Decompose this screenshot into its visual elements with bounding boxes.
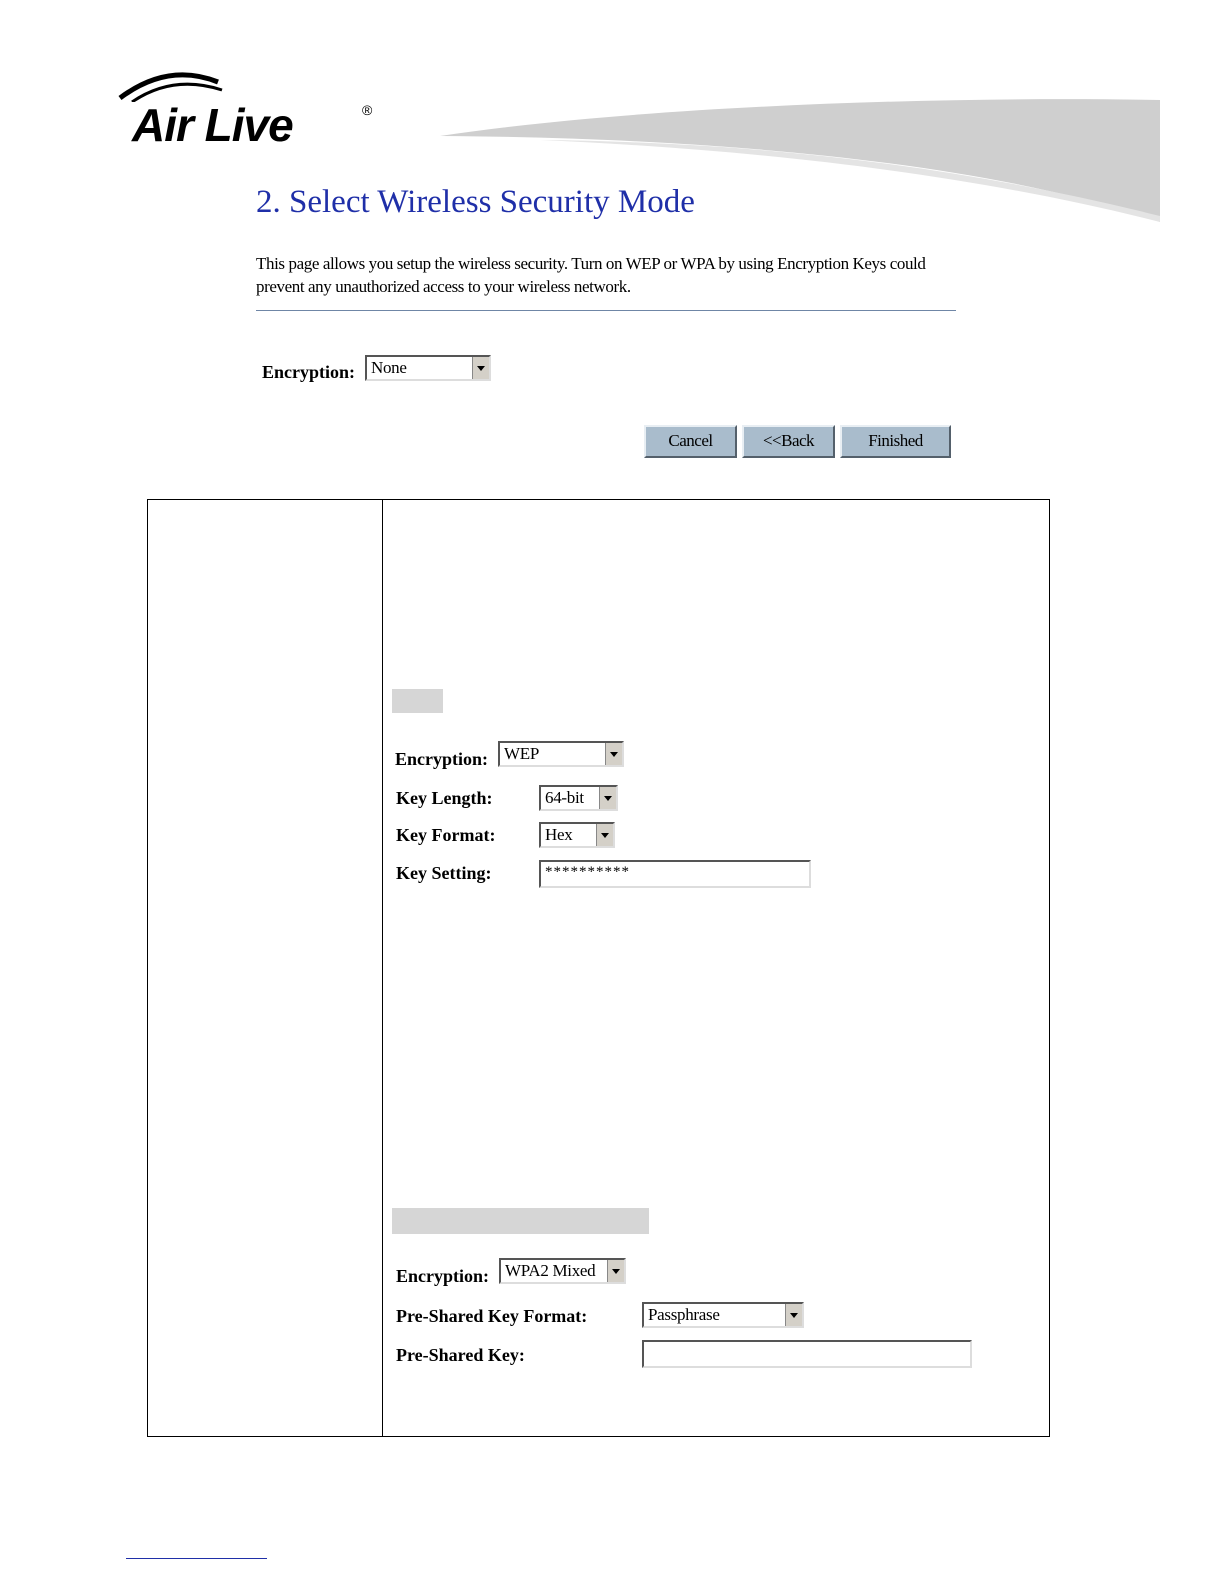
key-setting-input[interactable] — [539, 860, 811, 888]
logo-wordmark: Air Live — [132, 99, 293, 151]
cancel-button[interactable]: Cancel — [644, 425, 737, 458]
wpa-encryption-select[interactable] — [499, 1258, 626, 1284]
chevron-down-icon[interactable] — [596, 824, 613, 846]
security-mode-screen — [252, 178, 962, 468]
encryption-select[interactable] — [365, 355, 491, 381]
key-length-label: Key Length: — [396, 788, 493, 808]
psk-format-value: Passphrase — [648, 1305, 720, 1324]
key-format-select[interactable] — [539, 822, 615, 848]
wpa-heading-bar — [392, 1208, 649, 1234]
key-length-select[interactable] — [539, 785, 618, 811]
finished-button[interactable]: Finished — [840, 425, 951, 458]
wep-encryption-select[interactable] — [498, 741, 624, 767]
wep-heading-bar — [392, 689, 443, 713]
psk-label: Pre-Shared Key: — [396, 1345, 525, 1365]
title-divider — [256, 310, 956, 311]
key-setting-label: Key Setting: — [396, 863, 492, 883]
table-column-divider — [382, 500, 383, 1436]
page-title: 2. Select Wireless Security Mode — [256, 184, 695, 220]
psk-input[interactable] — [642, 1340, 972, 1368]
footer-link-underline — [126, 1558, 267, 1559]
chevron-down-icon[interactable] — [472, 357, 489, 379]
chevron-down-icon[interactable] — [785, 1304, 802, 1326]
key-length-value: 64-bit — [545, 788, 584, 807]
chevron-down-icon[interactable] — [607, 1260, 624, 1282]
description-table — [147, 499, 1050, 1437]
psk-format-label: Pre-Shared Key Format: — [396, 1306, 588, 1326]
airlive-logo — [118, 68, 378, 151]
chevron-down-icon[interactable] — [605, 743, 622, 765]
encryption-select-value: None — [371, 358, 407, 377]
psk-format-select[interactable] — [642, 1302, 804, 1328]
chevron-down-icon[interactable] — [599, 787, 616, 809]
back-button[interactable]: <<Back — [742, 425, 835, 458]
key-format-label: Key Format: — [396, 825, 496, 845]
key-setting-value: ********** — [545, 864, 630, 880]
key-format-value: Hex — [545, 825, 573, 844]
registered-mark: ® — [362, 102, 373, 118]
wep-encryption-value: WEP — [504, 744, 539, 763]
logo-arc-icon — [118, 68, 228, 102]
wpa-encryption-label: Encryption: — [396, 1266, 490, 1286]
wpa-encryption-value: WPA2 Mixed — [505, 1261, 596, 1280]
wep-encryption-label: Encryption: — [395, 749, 489, 769]
encryption-label: Encryption: — [262, 362, 356, 382]
page-description: This page allows you setup the wireless security. Turn on WEP or WPA by using Encryption Keys could prevent any unauthorized access to your wireless network. — [256, 254, 926, 296]
